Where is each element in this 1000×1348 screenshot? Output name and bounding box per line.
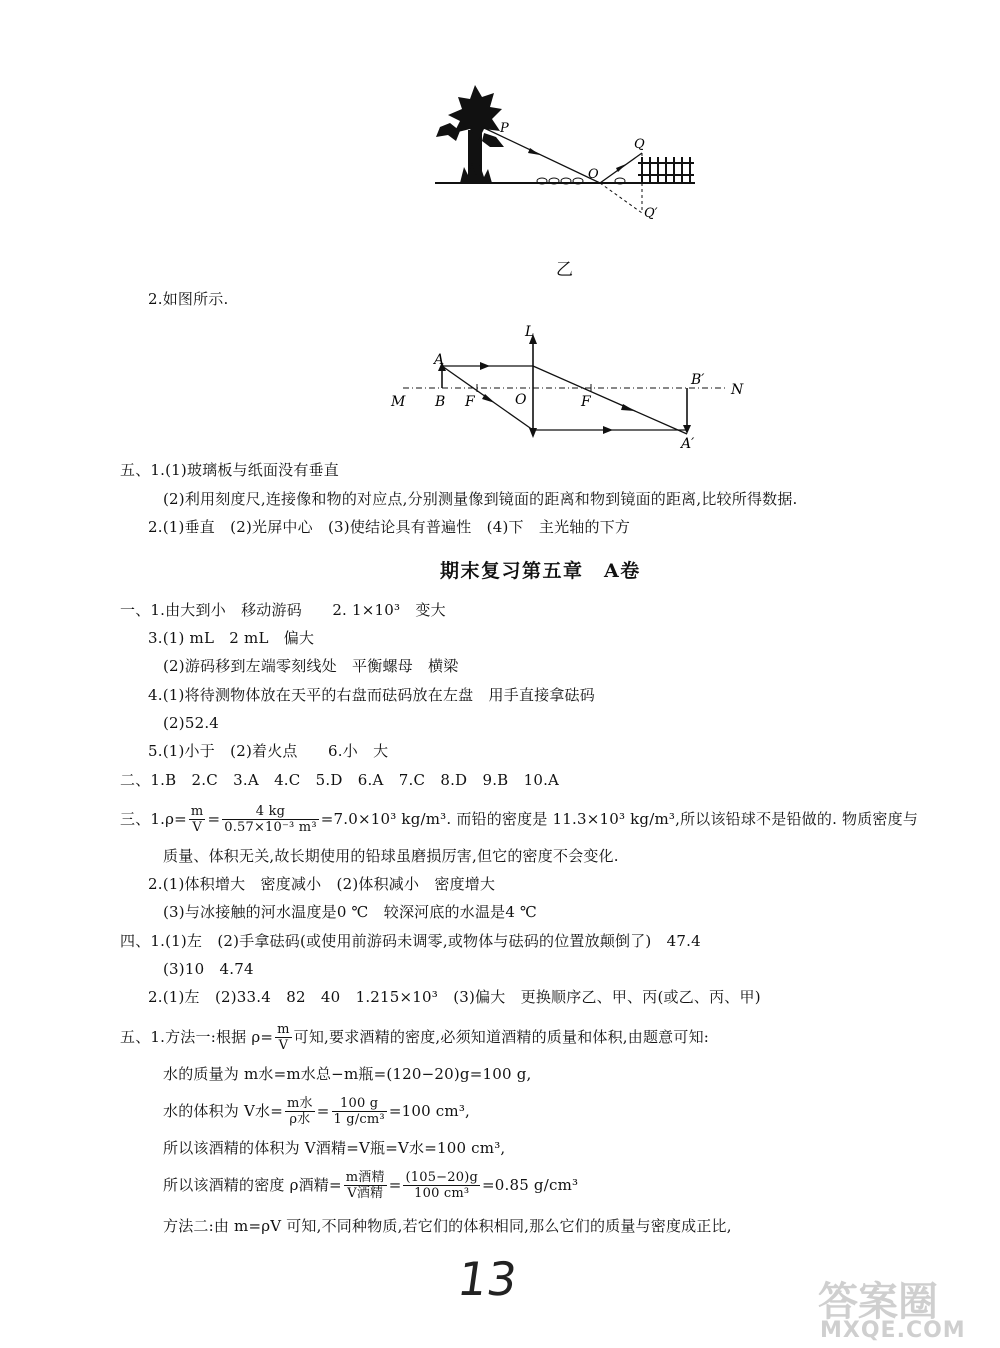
text-line: 2.(1)体积增大 密度减小 (2)体积减小 密度增大 [148,875,496,893]
text-line: 质量、体积无关,故长期使用的铅球虽磨损厉害,但它的密度不会变化. [163,847,619,865]
text-line: 方法二:由 m=ρV 可知,不同种物质,若它们的体积相同,那么它们的质量与密度成正比, [163,1217,732,1235]
fraction-denominator: V [278,1037,289,1053]
text-line: 4.(1)将待测物体放在天平的右盘而砝码放在左盘 用手直接拿砝码 [148,686,595,704]
text-line: 所以该酒精的体积为 V酒精=V瓶=V水=100 cm³, [163,1139,506,1157]
formula-prefix: 三、1.ρ= [120,810,187,828]
text-line: 水的质量为 m水=m水总−m瓶=(120−20)g=100 g, [163,1065,532,1083]
formula-line [120,1018,709,1056]
label-o: O [588,167,599,182]
text-line: (2)利用刻度尺,连接像和物的对应点,分别测量像到镜面的距离和物到镜面的距离,比较所得数据. [163,490,798,508]
fraction [403,1170,480,1201]
fraction-numerator: m [190,803,204,819]
figure-caption: 乙 [556,260,573,280]
intro-line: 2.如图所示. [148,290,229,308]
chapter-title: 期末复习第五章 A卷 [440,560,641,582]
equals-sign: = [207,810,221,828]
text-line: (3)与冰接触的河水温度是0 ℃ 较深河底的水温是4 ℃ [163,903,538,921]
fraction-numerator: m酒精 [345,1169,385,1185]
fraction-denominator: V [192,819,202,835]
label-l: L [525,324,535,340]
fraction [189,804,206,835]
page-number: 13 [454,1252,521,1306]
text-line: (3)10 4.74 [163,960,254,978]
label-q: Q [634,137,645,152]
text-line: 二、1.B 2.C 3.A 4.C 5.D 6.A 7.C 8.D 9.B 10.A [120,771,560,789]
text-line: 四、1.(1)左 (2)手拿砝码(或使用前游码未调零,或物体与砝码的位置放颠倒了) 47.4 [120,932,701,950]
fraction-numerator: (105−20)g [405,1169,478,1185]
fraction-denominator: V酒精 [347,1185,384,1201]
label-b-prime: B′ [691,372,705,388]
text-line: 3.(1) mL 2 mL 偏大 [148,629,315,647]
fraction-denominator: 0.57×10⁻³ m³ [224,819,317,835]
label-a: A [434,352,445,368]
text-line: 5.(1)小于 (2)着火点 6.小 大 [148,742,389,760]
formula-line [120,800,918,838]
text-line: (2)52.4 [163,714,220,732]
label-b: B [435,394,446,410]
lens-figure [385,322,755,457]
label-p: P [500,121,509,136]
fraction [285,1096,315,1127]
label-m: M [391,394,406,410]
text-line: 2.(1)垂直 (2)光屏中心 (3)使结论具有普遍性 (4)下 主光轴的下方 [148,518,631,536]
fraction-numerator: 100 g [332,1096,387,1112]
fraction [222,804,319,835]
fraction [344,1170,387,1201]
fraction-numerator: m [277,1021,290,1037]
label-q-prime: Q′ [644,206,658,221]
fraction-numerator: 4 kg [222,804,319,820]
label-f-left: F [465,394,475,410]
fraction-denominator: 100 cm³ [414,1185,470,1201]
text-line: 一、1.由大到小 移动游码 2. 1×10³ 变大 [120,601,446,619]
text-line: (2)游码移到左端零刻线处 平衡螺母 横梁 [163,657,459,675]
watermark-logo: 答案圈 [818,1279,938,1325]
formula-prefix: 水的体积为 V水= [163,1102,283,1120]
fraction-denominator: ρ水 [289,1111,311,1127]
formula-line: 所以该酒精的密度 ρ酒精= $\frac{\text{m酒精}}{\text{V酒精}}$ = $\frac{(105-20)g}{\text{100 cm³}}$ =0.85 g/cm³ [163,1169,579,1201]
formula-suffix: =0.85 g/cm³ [482,1176,579,1194]
fraction [332,1096,387,1127]
fraction-denominator: 1 g/cm³ [333,1111,385,1127]
formula-suffix: =100 cm³, [388,1102,471,1120]
fraction-numerator: m水 [286,1095,313,1111]
formula-suffix: =7.0×10³ kg/m³. 而铅的密度是 11.3×10³ kg/m³,所以该铅球不是铅做的. 物质密度与 [320,810,919,828]
reflection-figure [420,75,710,235]
formula-prefix: 所以该酒精的密度 ρ酒精= [163,1176,342,1194]
label-a-prime: A′ [681,436,695,452]
text-line: 五、1.(1)玻璃板与纸面没有垂直 [120,461,339,479]
label-f-right: F [581,394,591,410]
formula-suffix: 可知,要求酒精的密度,必须知道酒精的质量和体积,由题意可知: [293,1028,710,1046]
formula-prefix: 五、1.方法一:根据 ρ= [120,1028,274,1046]
formula-line: 水的体积为 V水= $\frac{\text{m水}}{\text{ρ水}}$ = $\frac{100 g}{\text{1 g/cm³}}$ =100 cm³, [163,1095,471,1127]
text-line: 2.(1)左 (2)33.4 82 40 1.215×10³ (3)偏大 更换顺序乙、甲、丙(或乙、丙、甲) [148,988,761,1006]
fraction [275,1022,292,1053]
watermark-url: MXQE.COM [820,1318,966,1343]
label-n: N [731,382,744,398]
label-o: O [515,392,527,408]
